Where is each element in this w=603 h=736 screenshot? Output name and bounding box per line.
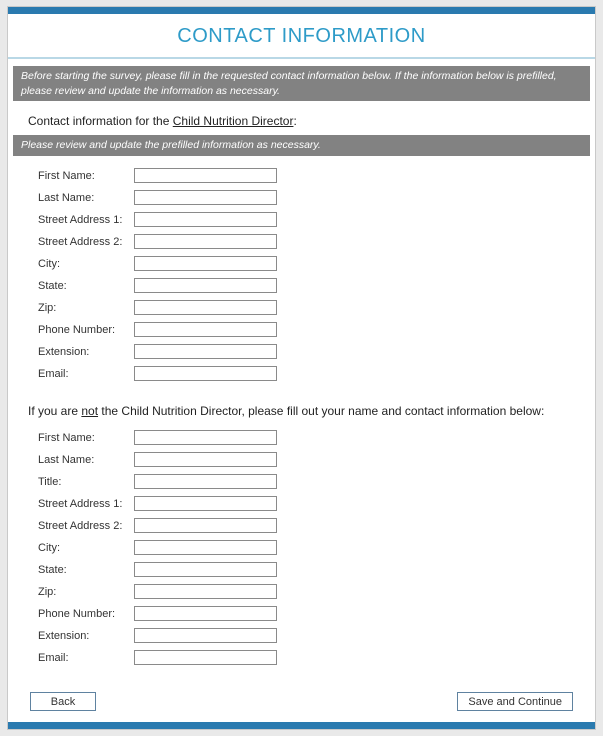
field-row — [38, 628, 595, 643]
heading-text: If you are — [28, 404, 82, 419]
contact-information-page — [7, 6, 596, 730]
field-label: Last Name: — [38, 453, 95, 466]
alternate-first-name-input[interactable] — [134, 430, 277, 445]
field-label: State: — [38, 563, 67, 576]
field-row — [38, 496, 595, 511]
director-state-input[interactable] — [134, 278, 277, 293]
heading-text-suffix: : — [293, 114, 297, 129]
alternate-title-input[interactable] — [134, 474, 277, 489]
field-row — [38, 300, 595, 315]
director-zip-input[interactable] — [134, 300, 277, 315]
field-row — [38, 452, 595, 467]
field-label: Extension: — [38, 629, 90, 642]
field-label: First Name: — [38, 169, 95, 182]
alternate-city-input[interactable] — [134, 540, 277, 555]
field-row — [38, 562, 595, 577]
field-label: State: — [38, 279, 67, 292]
field-label: Street Address 1: — [38, 497, 123, 510]
director-street-address-2-input[interactable] — [134, 234, 277, 249]
field-row — [38, 540, 595, 555]
page-title: CONTACT INFORMATION — [177, 25, 426, 47]
field-row — [38, 650, 595, 665]
alternate-state-input[interactable] — [134, 562, 277, 577]
field-label: City: — [38, 541, 60, 554]
field-row — [38, 168, 595, 183]
back-button[interactable]: Back — [30, 692, 96, 711]
director-email-input[interactable] — [134, 366, 277, 381]
alternate-street-address-1-input[interactable] — [134, 496, 277, 511]
director-city-input[interactable] — [134, 256, 277, 271]
heading-underlined-text: not — [81, 404, 99, 419]
top-accent-bar — [8, 7, 595, 14]
field-row — [38, 606, 595, 621]
field-row — [38, 584, 595, 599]
field-row — [38, 322, 595, 337]
field-label: Street Address 2: — [38, 235, 123, 248]
heading-text-suffix: the Child Nutrition Director, please fill out your name and contact information below: — [98, 404, 545, 419]
field-label: Last Name: — [38, 191, 95, 204]
intro-banner: Before starting the survey, please fill in the requested contact information below. If the information below is prefilled, please review and update the information as necessary. — [13, 66, 590, 101]
field-label: Street Address 1: — [38, 213, 123, 226]
field-label: Email: — [38, 651, 69, 664]
field-row — [38, 474, 595, 489]
field-label: First Name: — [38, 431, 95, 444]
review-banner: Please review and update the prefilled information as necessary. — [13, 135, 590, 156]
field-row — [38, 212, 595, 227]
field-label: Phone Number: — [38, 607, 116, 620]
save-and-continue-button[interactable]: Save and Continue — [457, 692, 573, 711]
field-row — [38, 344, 595, 359]
director-extension-input[interactable] — [134, 344, 277, 359]
field-label: Extension: — [38, 345, 90, 358]
field-row — [38, 430, 595, 445]
director-street-address-1-input[interactable] — [134, 212, 277, 227]
director-fields — [38, 168, 595, 388]
field-row — [38, 366, 595, 381]
director-section-heading — [28, 114, 595, 128]
alternate-last-name-input[interactable] — [134, 452, 277, 467]
field-label: Street Address 2: — [38, 519, 123, 532]
field-row — [38, 518, 595, 533]
heading-text: Contact information for the — [28, 114, 173, 129]
heading-underlined-text: Child Nutrition Director — [172, 114, 294, 129]
page-header — [8, 14, 595, 59]
alternate-phone-number-input[interactable] — [134, 606, 277, 621]
field-label: Email: — [38, 367, 69, 380]
field-row — [38, 234, 595, 249]
field-label: Zip: — [38, 585, 57, 598]
director-last-name-input[interactable] — [134, 190, 277, 205]
alternate-street-address-2-input[interactable] — [134, 518, 277, 533]
alternate-extension-input[interactable] — [134, 628, 277, 643]
field-row — [38, 190, 595, 205]
footer-buttons — [30, 692, 573, 711]
alternate-fields — [38, 430, 595, 672]
field-label: Title: — [38, 475, 62, 488]
field-label: Zip: — [38, 301, 57, 314]
field-label: City: — [38, 257, 60, 270]
field-label: Phone Number: — [38, 323, 116, 336]
alternate-section-heading — [28, 404, 595, 418]
bottom-accent-bar — [8, 722, 595, 729]
director-first-name-input[interactable] — [134, 168, 277, 183]
alternate-email-input[interactable] — [134, 650, 277, 665]
director-phone-number-input[interactable] — [134, 322, 277, 337]
field-row — [38, 256, 595, 271]
field-row — [38, 278, 595, 293]
alternate-zip-input[interactable] — [134, 584, 277, 599]
